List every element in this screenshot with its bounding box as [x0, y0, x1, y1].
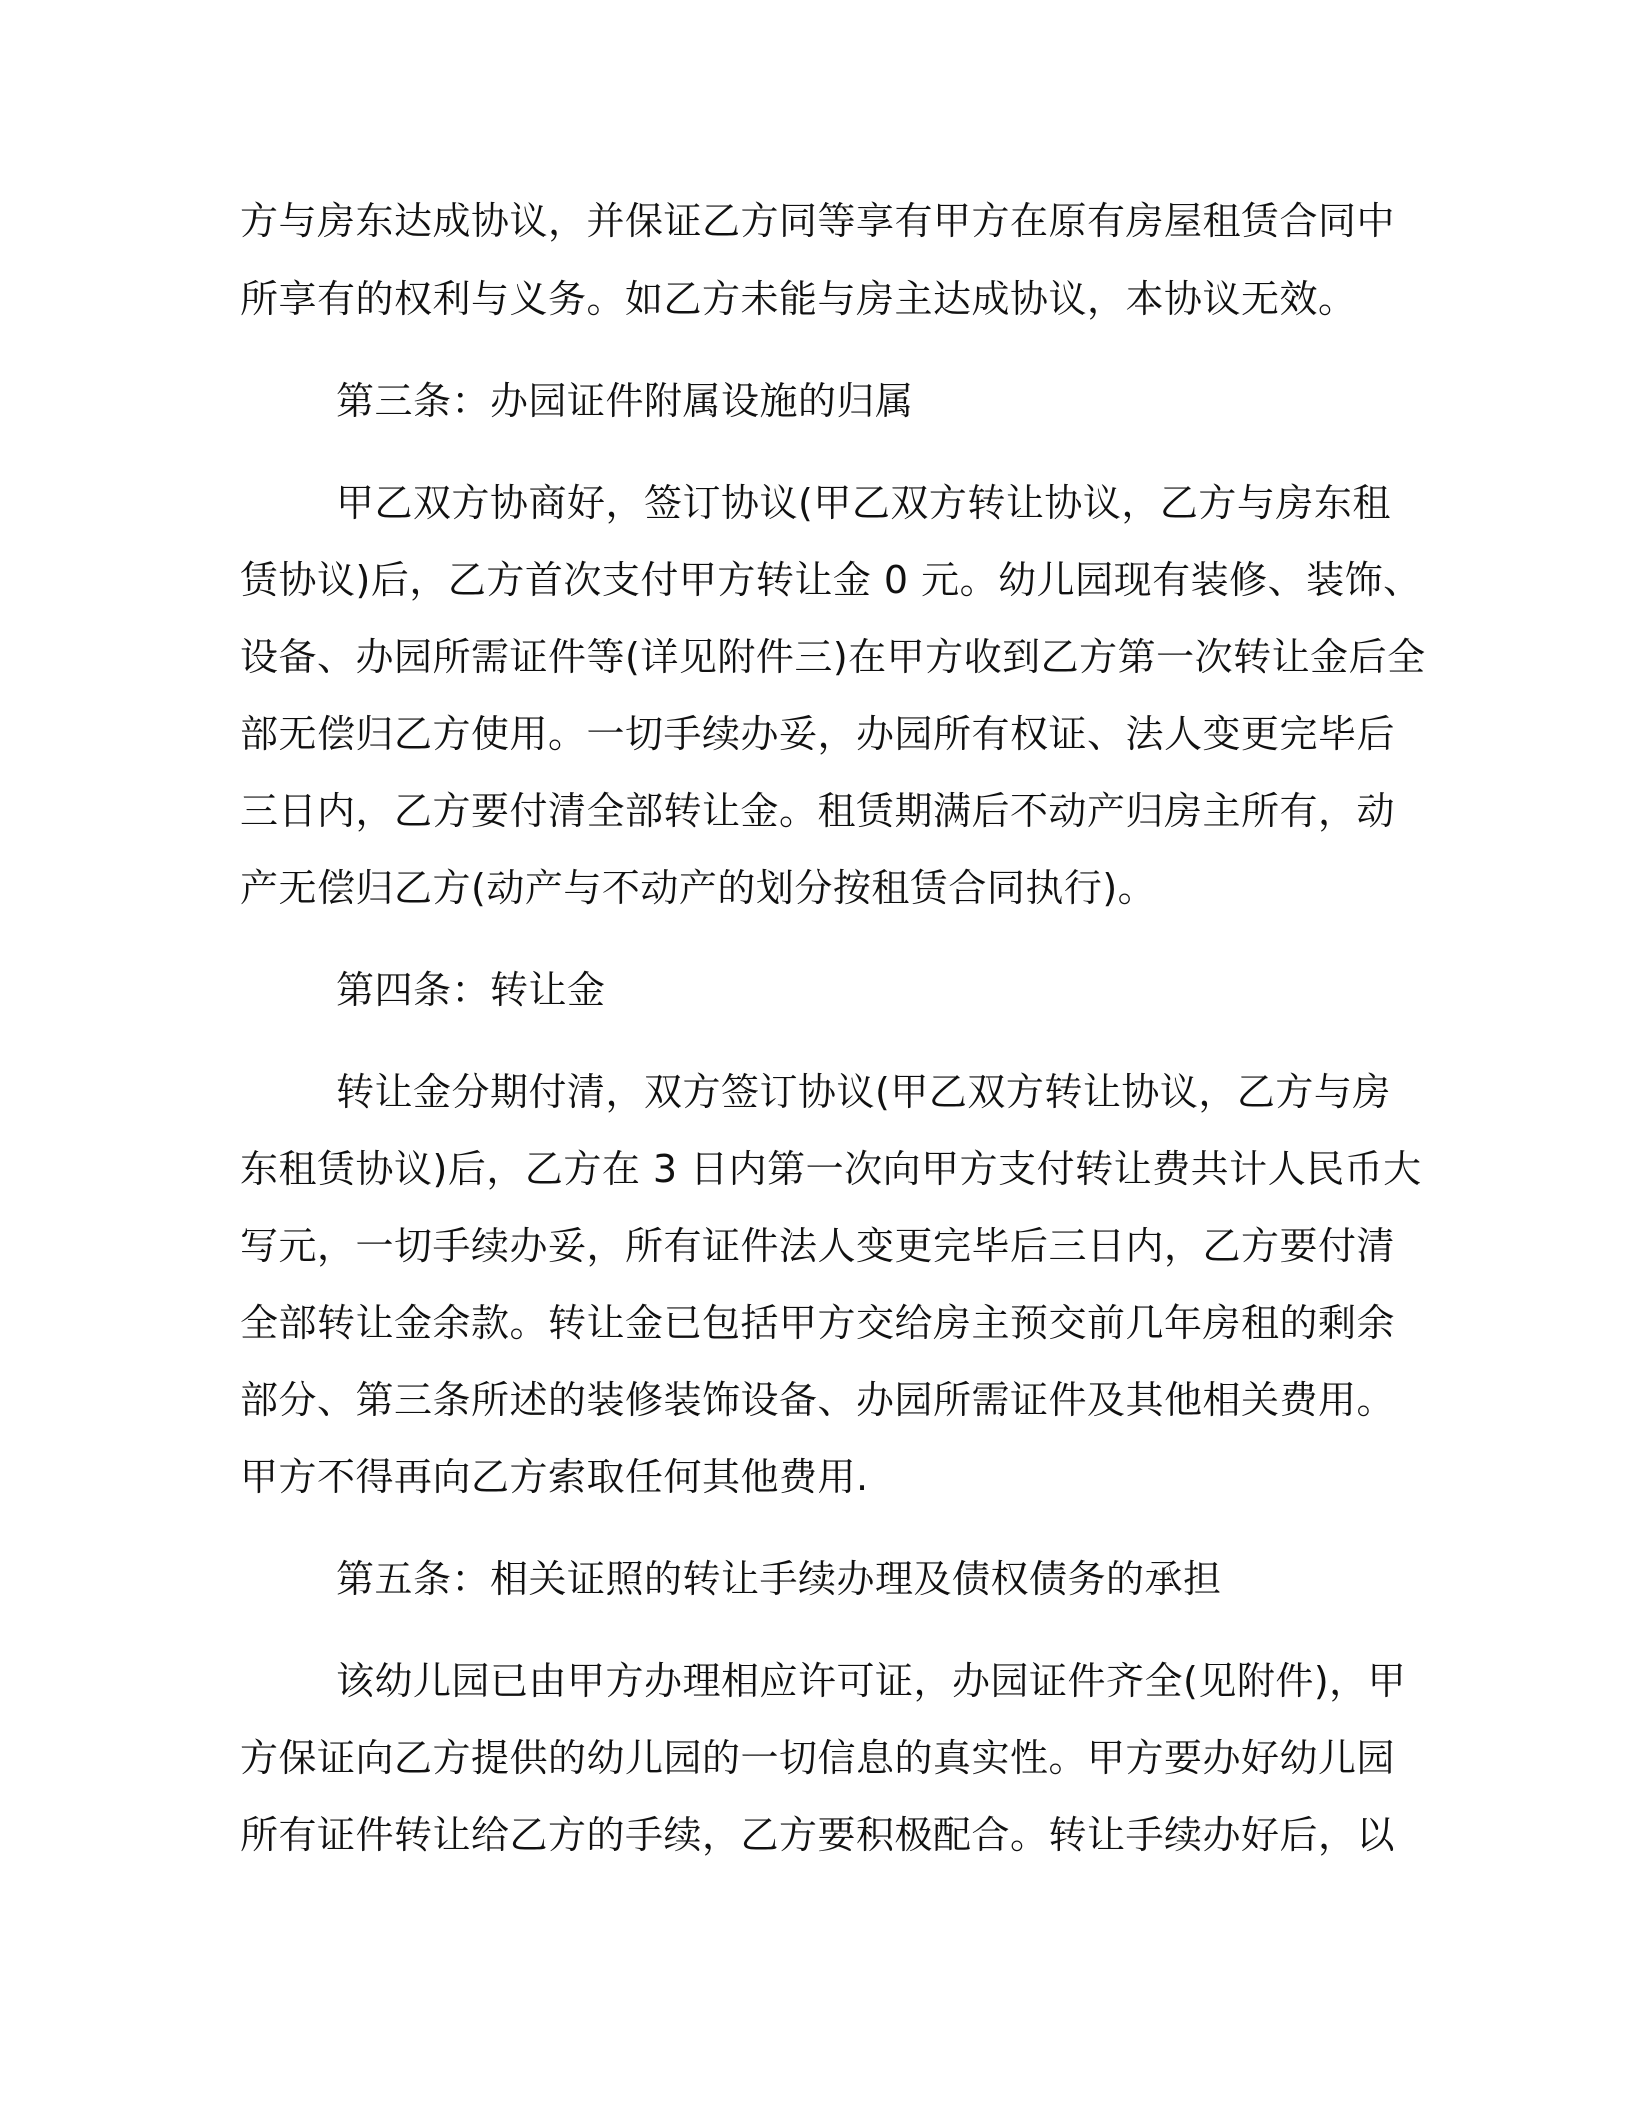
section-heading-article-5: 第五条：相关证照的转让手续办理及债权债务的承担 [336, 1557, 1222, 1601]
paragraph-line: 部分、第三条所述的装修装饰设备、办园所需证件及其他相关费用。 [240, 1378, 1396, 1422]
paragraph-line: 产无偿归乙方(动产与不动产的划分按租赁合同执行)。 [240, 866, 1157, 910]
paragraph-line: 该幼儿园已由甲方办理相应许可证，办园证件齐全(见附件)，甲 [336, 1659, 1407, 1703]
paragraph-line: 三日内，乙方要付清全部转让金。租赁期满后不动产归房主所有，动 [240, 789, 1396, 833]
paragraph-line: 部无偿归乙方使用。一切手续办妥，办园所有权证、法人变更完毕后 [240, 712, 1396, 756]
section-heading-article-3: 第三条：办园证件附属设施的归属 [336, 379, 914, 423]
paragraph-line: 转让金分期付清，双方签订协议(甲乙双方转让协议，乙方与房 [336, 1070, 1391, 1114]
paragraph-line: 全部转让金余款。转让金已包括甲方交给房主预交前几年房租的剩余 [240, 1301, 1396, 1345]
paragraph-line: 甲乙双方协商好，签订协议(甲乙双方转让协议，乙方与房东租 [336, 481, 1391, 525]
paragraph-line: 方保证向乙方提供的幼儿园的一切信息的真实性。甲方要办好幼儿园 [240, 1736, 1396, 1780]
section-heading-article-4: 第四条：转让金 [336, 968, 606, 1012]
paragraph-line: 方与房东达成协议，并保证乙方同等享有甲方在原有房屋租赁合同中 [240, 199, 1396, 243]
paragraph-line: 写元，一切手续办妥，所有证件法人变更完毕后三日内，乙方要付清 [240, 1224, 1396, 1268]
paragraph-line: 甲方不得再向乙方索取任何其他费用. [240, 1455, 869, 1499]
paragraph-line: 所有证件转让给乙方的手续，乙方要积极配合。转让手续办好后，以 [240, 1813, 1396, 1857]
paragraph-line: 东租赁协议)后，乙方在 3 日内第一次向甲方支付转让费共计人民币大 [240, 1147, 1422, 1191]
paragraph-line: 赁协议)后，乙方首次支付甲方转让金 0 元。幼儿园现有装修、装饰、 [240, 558, 1422, 602]
paragraph-line: 所享有的权利与义务。如乙方未能与房主达成协议，本协议无效。 [240, 277, 1357, 321]
paragraph-line: 设备、办园所需证件等(详见附件三)在甲方收到乙方第一次转让金后全 [240, 635, 1426, 679]
